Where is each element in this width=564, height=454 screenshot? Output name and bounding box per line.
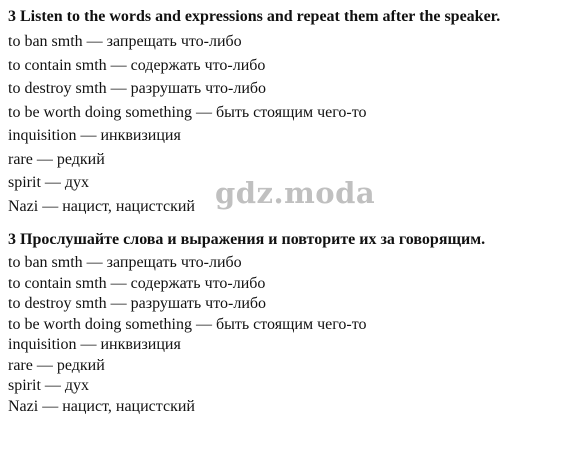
vocab-line: to be worth doing something — быть стоящим чего-то <box>8 103 367 121</box>
vocab-line: to contain smth — содержать что-либо <box>8 56 266 74</box>
vocab-line: to ban smth — запрещать что-либо <box>8 254 242 271</box>
vocab-line: inquisition — инквизиция <box>8 336 181 353</box>
vocab-line: to destroy smth — разрушать что-либо <box>8 295 267 312</box>
russian-section <box>8 230 560 417</box>
vocab-line: Nazi — нацист, нацистский <box>8 197 195 215</box>
vocab-line: inquisition — инквизиция <box>8 127 181 144</box>
vocab-line: Nazi — нацист, нацистский <box>8 397 195 415</box>
russian-heading: 3 Прослушайте слова и выражения и повторите их за говорящим. <box>8 231 486 248</box>
vocab-line: to contain smth — содержать что-либо <box>8 274 266 292</box>
vocab-line: spirit — дух <box>8 377 90 394</box>
vocab-line: to be worth doing something — быть стоящим чего-то <box>8 315 367 333</box>
vocab-line: rare — редкий <box>8 356 105 374</box>
watermark-logo: gdz.moda <box>215 176 376 210</box>
vocab-line: to destroy smth — разрушать что-либо <box>8 80 267 97</box>
vocab-line: rare — редкий <box>8 150 105 168</box>
english-heading: 3 Listen to the words and expressions and repeat them after the speaker. <box>8 8 501 25</box>
vocab-line: spirit — дух <box>8 174 90 191</box>
vocab-line: to ban smth — запрещать что-либо <box>8 33 242 50</box>
